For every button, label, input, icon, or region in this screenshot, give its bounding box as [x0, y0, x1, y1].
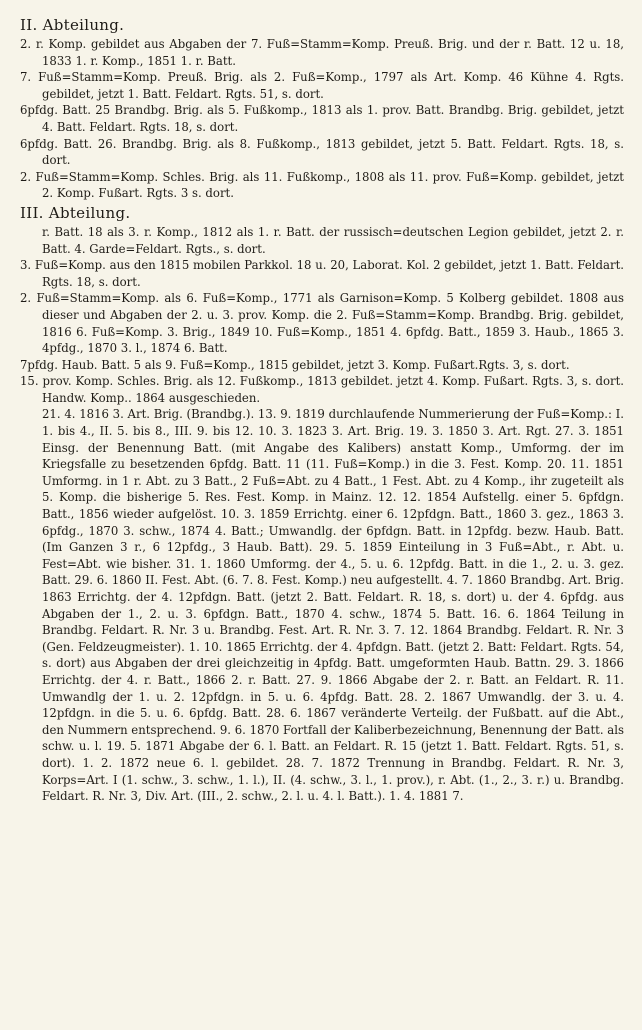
section-heading-iii: III. Abteilung. — [20, 203, 131, 222]
entry-ii-3: 6pfdg. Batt. 25 Brandbg. Brig. als 5. Fußkomp., 1813 als 1. prov. Batt. Brandbg. Brig. gebildet, jetzt 4. Batt. Feldart. Rgts. 18, s. dort. — [20, 103, 624, 134]
entry-ii-5: 2. Fuß=Stamm=Komp. Schles. Brig. als 11. Fußkomp., 1808 als 11. prov. Fuß=Komp. gebildet, jetzt 2. Komp. Fußart. Rgts. 3 s. dort. — [20, 169, 624, 201]
chronicle-paragraph: 21. 4. 1816 3. Art. Brig. (Brandbg.). 13. 9. 1819 durchlaufende Nummerierung der Fuß=Komp.: I. 1. bis 4., II. 5. bis 8., III. 9. bis 12. 10. 3. 1823 3. Art. Brig. 19. 3. 1850 3. Art. Rgt. 27. 3. 1851 Einsg. der Benennung Batt. (mit Angabe des Kalibers) anstatt Komp., Umformg. der im Kriegsfalle zu besetzenden 6pfdg. Batt. 11 (11. Fuß=Komp.) in die 3. Fest. Komp. 20. 11. 1851 Umformg. in 1 r. Abt. zu 3 Batt., 2 Fuß=Abt. zu 4 Batt., 1 Fest. Abt. zu 4 Komp., ihr zugeteilt als 5. Komp. die bisherige 5. Res. Fest. Komp. in Mainz. 12. 12. 1854 Aufstellg. einer 5. 6pfdgn. Batt., 1856 wieder aufgelöst. 10. 3. 1859 Errichtg. einer 6. 12pfdgn. Batt., 1860 3. gez., 1863 3. 6pfdg., 1870 3. schw., 1874 4. Batt.; Umwandlg. der 6pfdgn. Batt. in 12pfdg. bezw. Haub. Batt. (Im Ganzen 3 r., 6 12pfdg., 3 Haub. Batt). 29. 5. 1859 Einteilung in 3 Fuß=Abt., r. Abt. u. Fest=Abt. wie bisher. 31. 1. 1860 Umformg. der 4., 5. u. 6. 12pfdg. Batt. in die 1., 2. u. 3. gez. Batt. 29. 6. 1860 II. Fest. Abt. (6. 7. 8. Fest. Komp.) neu aufgestellt. 4. 7. 1860 Brandbg. Art. Brig. 1863 Errichtg. der 4. 12pfdgn. Batt. (jetzt 2. Batt. Feldart. R. 18, s. dort) u. der 4. 6pfdg. aus Abgaben der 1., 2. u. 3. 6pfdgn. Batt., 1870 4. schw., 1874 5. Batt. 16. 6. 1864 Teilung in Brandbg. Feldart. R. Nr. 3 u. Brandbg. Fest. Art. R. Nr. 3. 7. 12. 1864 Brandbg. Feldart. R. Nr. 3 (Gen. Feldzeugmeister). 1. 10. 1865 Errichtg. der 4. 4pfdgn. Batt. (jetzt 2. Batt: Feldart. Rgts. 54, s. dort) aus Abgaben der drei gleichzeitig in 4pfdg. Batt. umgeformten Haub. Battn. 29. 3. 1866 Errichtg. der 4. r. Batt., 1866 2. r. Batt. 27. 9. 1866 Abgabe der 2. r. Batt. an Feldart. R. 11. Umwandlg der 1. u. 2. 12pfdgn. in 5. u. 6. 4pfdg. Batt. 28. 2. 1867 Umwandlg. der 3. u. 4. 12pfdgn. in die 5. u. 6. 6pfdg. Batt. 28. 6. 1867 veränderte Verteilg. der Fußbatt. auf die Abt., den Nummern entsprechend. 9. 6. 1870 Fortfall der Kaliberbezeichnung, Benennung der Batt. als schw. u. l. 19. 5. 1871 Abgabe der 6. l. Batt. an Feldart. R. 15 (jetzt 1. Batt. Feldart. Rgts. 51, s. dort). 1. 2. 1872 neue 6. l. gebildet. 28. 7. 1872 Trennung in Brandbg. Feldart. R. Nr. 3, Korps=Art. I (1. schw., 3. schw., 1. l.), II. (4. schw., 3. l., 1. prov.), r. Abt. (1., 2., 3. r.) u. Brandbg. Feldart. R. Nr. 3, Div. Art. (III., 2. schw., 2. l. u. 4. l. Batt.). 1. 4. 1881 7. — [42, 407, 625, 804]
entry-iii-3: 2. Fuß=Stamm=Komp. als 6. Fuß=Komp., 1771 als Garnison=Komp. 5 Kolberg gebildet. 1808 aus dieser und Abgaben der 2. u. 3. prov. Komp. die 2. Fuß=Stamm=Komp. Brandbg. Brig. gebildet, 1816 6. Fuß=Komp. 3. Brig., 1849 10. Fuß=Komp., 1851 4. 6pfdg. Batt., 1859 3. Haub., 1865 3. 4pfdg., 1870 3. l., 1874 6. Batt. — [20, 291, 624, 356]
section-heading-ii: II. Abteilung. — [20, 16, 125, 34]
entry-ii-1: 2. r. Komp. gebildet aus Abgaben der 7. Fuß=Stamm=Komp. Preuß. Brig. und der r. Batt. 12 u. 18, 1833 1. r. Komp., 1851 1. r. Batt. — [20, 37, 624, 68]
entry-ii-2: 7. Fuß=Stamm=Komp. Preuß. Brig. als 2. Fuß=Komp., 1797 als Art. Komp. 46 Kühne 4. Rgts. gebildet, jetzt 1. Batt. Feldart. Rgts. 51, s. dort. — [20, 70, 624, 101]
entry-iii-2: 3. Fuß=Komp. aus den 1815 mobilen Parkkol. 18 u. 20, Laborat. Kol. 2 gebildet, jetzt 1. Batt. Feldart. Rgts. 18, s. dort. — [20, 258, 624, 289]
entry-iii-1: r. Batt. 18 als 3. r. Komp., 1812 als 1. r. Batt. der russisch=deutschen Legion gebildet, jetzt 2. r. Batt. 4. Garde=Feldart. Rgts., s. dort. — [42, 224, 624, 256]
entry-ii-4: 6pfdg. Batt. 26. Brandbg. Brig. als 8. Fußkomp., 1813 gebildet, jetzt 5. Batt. Feldart. Rgts. 18, s. dort. — [20, 136, 624, 168]
entry-iii-5: 15. prov. Komp. Schles. Brig. als 12. Fußkomp., 1813 gebildet. jetzt 4. Komp. Fußart. Rgts. 3, s. dort. Handw. Komp.. 1864 ausgeschieden. — [20, 374, 624, 405]
entry-iii-4: 7pfdg. Haub. Batt. 5 als 9. Fuß=Komp., 1815 gebildet, jetzt 3. Komp. Fußart.Rgts. 3, s. dort. — [20, 357, 570, 372]
